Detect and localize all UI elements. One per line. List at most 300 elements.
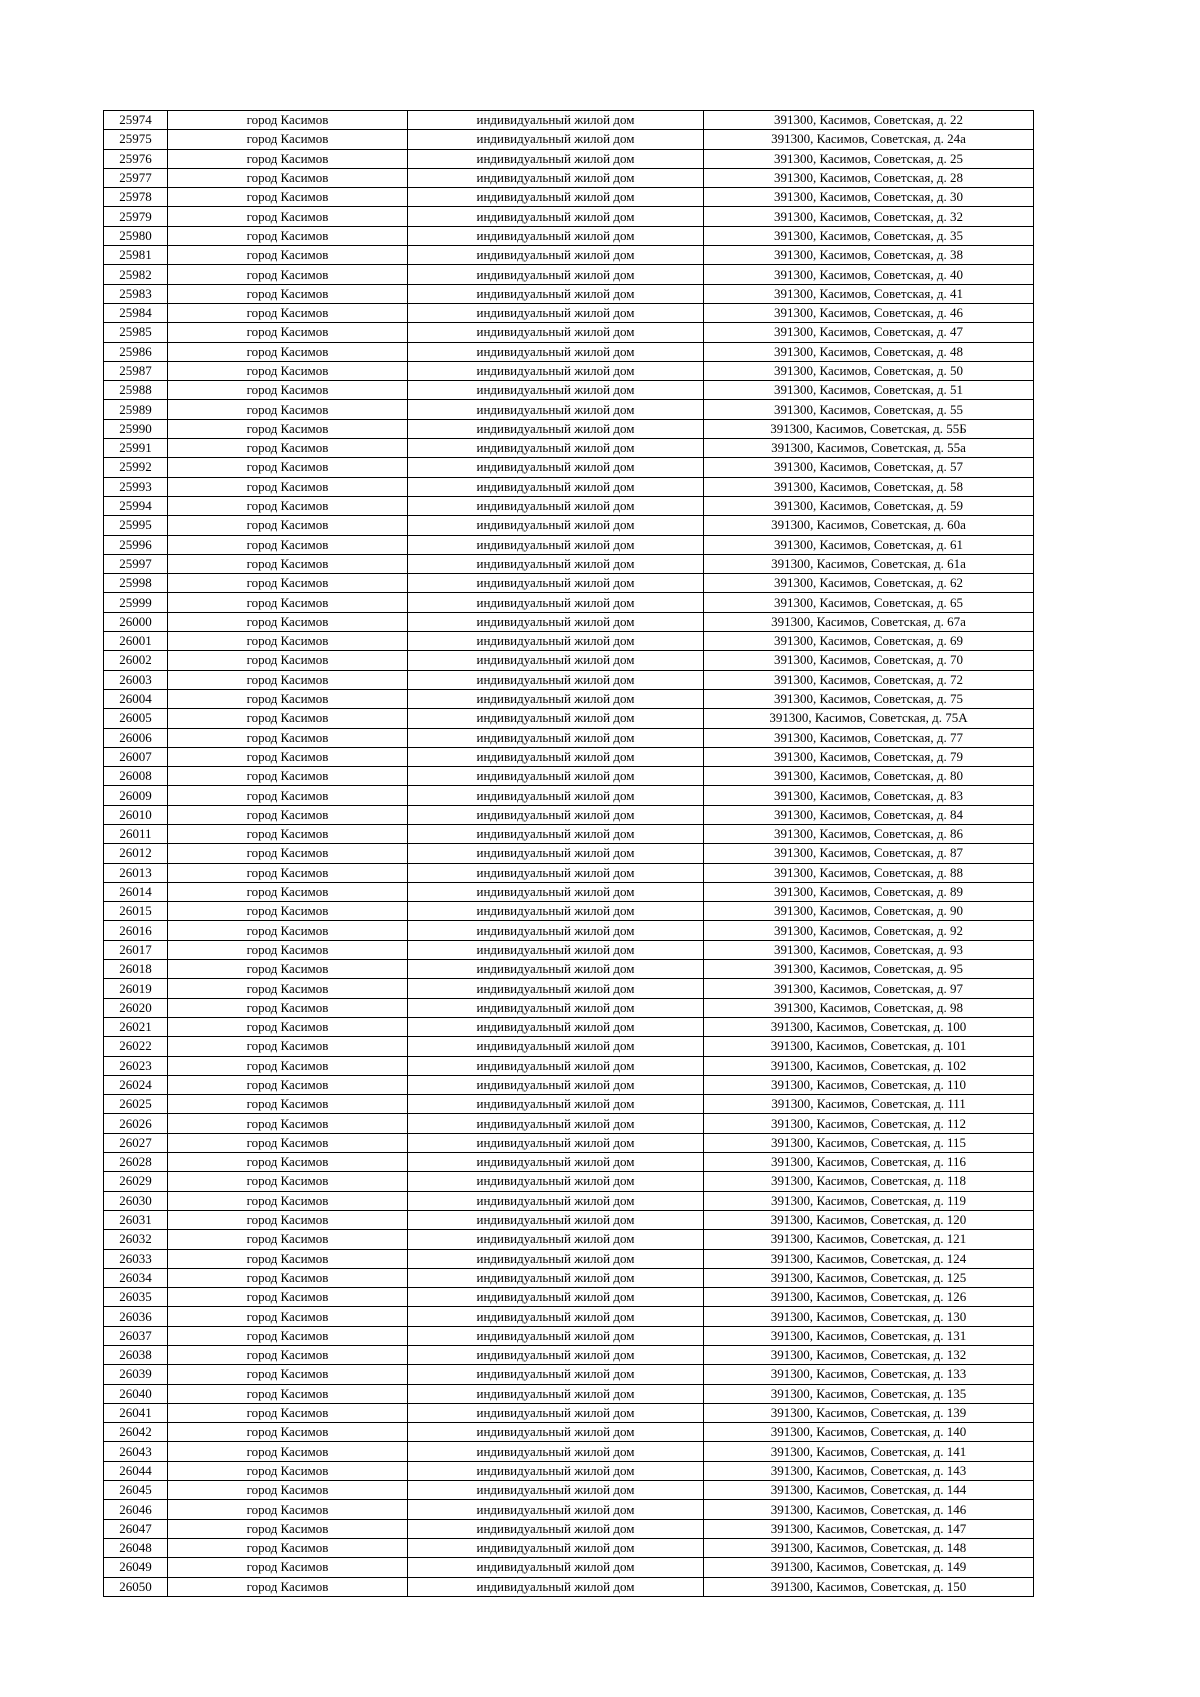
locality-cell: город Касимов [168, 1384, 408, 1403]
locality-cell: город Касимов [168, 130, 408, 149]
address-cell: 391300, Касимов, Советская, д. 146 [704, 1500, 1034, 1519]
table-row [104, 554, 1034, 573]
address-cell: 391300, Касимов, Советская, д. 30 [704, 188, 1034, 207]
address-cell: 391300, Касимов, Советская, д. 69 [704, 632, 1034, 651]
table-row [104, 651, 1034, 670]
locality-cell: город Касимов [168, 1558, 408, 1577]
row-number-cell: 26041 [104, 1403, 168, 1422]
locality-cell: город Касимов [168, 1461, 408, 1480]
locality-cell: город Касимов [168, 1442, 408, 1461]
locality-cell: город Касимов [168, 1538, 408, 1557]
building-type-cell: индивидуальный жилой дом [408, 265, 704, 284]
row-number-cell: 26040 [104, 1384, 168, 1403]
building-type-cell: индивидуальный жилой дом [408, 651, 704, 670]
row-number-cell: 25990 [104, 419, 168, 438]
address-cell: 391300, Касимов, Советская, д. 140 [704, 1423, 1034, 1442]
table-row [104, 535, 1034, 554]
address-cell: 391300, Касимов, Советская, д. 28 [704, 168, 1034, 187]
row-number-cell: 26025 [104, 1095, 168, 1114]
table-row [104, 1133, 1034, 1152]
row-number-cell: 26005 [104, 709, 168, 728]
table-row [104, 1423, 1034, 1442]
building-type-cell: индивидуальный жилой дом [408, 111, 704, 130]
building-type-cell: индивидуальный жилой дом [408, 381, 704, 400]
address-cell: 391300, Касимов, Советская, д. 89 [704, 882, 1034, 901]
building-type-cell: индивидуальный жилой дом [408, 728, 704, 747]
table-row [104, 979, 1034, 998]
row-number-cell: 26038 [104, 1346, 168, 1365]
locality-cell: город Касимов [168, 921, 408, 940]
locality-cell: город Касимов [168, 400, 408, 419]
address-cell: 391300, Касимов, Советская, д. 124 [704, 1249, 1034, 1268]
row-number-cell: 26037 [104, 1326, 168, 1345]
table-row [104, 1056, 1034, 1075]
address-cell: 391300, Касимов, Советская, д. 88 [704, 863, 1034, 882]
row-number-cell: 26012 [104, 844, 168, 863]
registry-table-body [104, 111, 1034, 1597]
table-row [104, 902, 1034, 921]
table-row [104, 805, 1034, 824]
locality-cell: город Касимов [168, 419, 408, 438]
locality-cell: город Касимов [168, 767, 408, 786]
address-cell: 391300, Касимов, Советская, д. 79 [704, 747, 1034, 766]
locality-cell: город Касимов [168, 593, 408, 612]
address-cell: 391300, Касимов, Советская, д. 22 [704, 111, 1034, 130]
building-type-cell: индивидуальный жилой дом [408, 554, 704, 573]
locality-cell: город Касимов [168, 1346, 408, 1365]
row-number-cell: 26022 [104, 1037, 168, 1056]
table-row [104, 709, 1034, 728]
locality-cell: город Касимов [168, 168, 408, 187]
table-row [104, 400, 1034, 419]
row-number-cell: 26020 [104, 998, 168, 1017]
building-type-cell: индивидуальный жилой дом [408, 130, 704, 149]
table-row [104, 593, 1034, 612]
building-type-cell: индивидуальный жилой дом [408, 477, 704, 496]
locality-cell: город Касимов [168, 516, 408, 535]
table-row [104, 632, 1034, 651]
building-type-cell: индивидуальный жилой дом [408, 1519, 704, 1538]
address-cell: 391300, Касимов, Советская, д. 90 [704, 902, 1034, 921]
row-number-cell: 25977 [104, 168, 168, 187]
table-row [104, 458, 1034, 477]
row-number-cell: 26043 [104, 1442, 168, 1461]
address-cell: 391300, Касимов, Советская, д. 47 [704, 323, 1034, 342]
building-type-cell: индивидуальный жилой дом [408, 1307, 704, 1326]
address-cell: 391300, Касимов, Советская, д. 59 [704, 496, 1034, 515]
address-cell: 391300, Касимов, Советская, д. 93 [704, 940, 1034, 959]
locality-cell: город Касимов [168, 902, 408, 921]
locality-cell: город Касимов [168, 1056, 408, 1075]
locality-cell: город Касимов [168, 805, 408, 824]
row-number-cell: 25995 [104, 516, 168, 535]
table-row [104, 767, 1034, 786]
row-number-cell: 26013 [104, 863, 168, 882]
locality-cell: город Касимов [168, 284, 408, 303]
building-type-cell: индивидуальный жилой дом [408, 1442, 704, 1461]
building-type-cell: индивидуальный жилой дом [408, 1133, 704, 1152]
locality-cell: город Касимов [168, 844, 408, 863]
building-type-cell: индивидуальный жилой дом [408, 882, 704, 901]
row-number-cell: 25996 [104, 535, 168, 554]
address-cell: 391300, Касимов, Советская, д. 115 [704, 1133, 1034, 1152]
address-cell: 391300, Касимов, Советская, д. 95 [704, 960, 1034, 979]
address-cell: 391300, Касимов, Советская, д. 65 [704, 593, 1034, 612]
building-type-cell: индивидуальный жилой дом [408, 1172, 704, 1191]
row-number-cell: 26024 [104, 1075, 168, 1094]
locality-cell: город Касимов [168, 361, 408, 380]
building-type-cell: индивидуальный жилой дом [408, 284, 704, 303]
row-number-cell: 26049 [104, 1558, 168, 1577]
locality-cell: город Касимов [168, 709, 408, 728]
row-number-cell: 26035 [104, 1288, 168, 1307]
table-row [104, 1037, 1034, 1056]
building-type-cell: индивидуальный жилой дом [408, 1075, 704, 1094]
locality-cell: город Касимов [168, 747, 408, 766]
building-type-cell: индивидуальный жилой дом [408, 786, 704, 805]
table-row [104, 689, 1034, 708]
building-type-cell: индивидуальный жилой дом [408, 1017, 704, 1036]
building-type-cell: индивидуальный жилой дом [408, 670, 704, 689]
address-cell: 391300, Касимов, Советская, д. 58 [704, 477, 1034, 496]
locality-cell: город Касимов [168, 477, 408, 496]
table-row [104, 1500, 1034, 1519]
address-cell: 391300, Касимов, Советская, д. 92 [704, 921, 1034, 940]
address-cell: 391300, Касимов, Советская, д. 131 [704, 1326, 1034, 1345]
building-type-cell: индивидуальный жилой дом [408, 1056, 704, 1075]
address-cell: 391300, Касимов, Советская, д. 147 [704, 1519, 1034, 1538]
row-number-cell: 25979 [104, 207, 168, 226]
building-type-cell: индивидуальный жилой дом [408, 149, 704, 168]
table-row [104, 265, 1034, 284]
locality-cell: город Касимов [168, 111, 408, 130]
table-row [104, 439, 1034, 458]
address-cell: 391300, Касимов, Советская, д. 111 [704, 1095, 1034, 1114]
row-number-cell: 25983 [104, 284, 168, 303]
row-number-cell: 26029 [104, 1172, 168, 1191]
building-type-cell: индивидуальный жилой дом [408, 342, 704, 361]
row-number-cell: 25974 [104, 111, 168, 130]
address-cell: 391300, Касимов, Советская, д. 112 [704, 1114, 1034, 1133]
address-cell: 391300, Касимов, Советская, д. 51 [704, 381, 1034, 400]
building-type-cell: индивидуальный жилой дом [408, 1153, 704, 1172]
building-type-cell: индивидуальный жилой дом [408, 1384, 704, 1403]
table-row [104, 1365, 1034, 1384]
locality-cell: город Касимов [168, 1500, 408, 1519]
table-row [104, 381, 1034, 400]
locality-cell: город Касимов [168, 1075, 408, 1094]
building-type-cell: индивидуальный жилой дом [408, 496, 704, 515]
address-cell: 391300, Касимов, Советская, д. 119 [704, 1191, 1034, 1210]
locality-cell: город Касимов [168, 1210, 408, 1229]
locality-cell: город Касимов [168, 458, 408, 477]
building-type-cell: индивидуальный жилой дом [408, 921, 704, 940]
table-row [104, 1519, 1034, 1538]
table-row [104, 863, 1034, 882]
building-type-cell: индивидуальный жилой дом [408, 188, 704, 207]
building-type-cell: индивидуальный жилой дом [408, 747, 704, 766]
building-type-cell: индивидуальный жилой дом [408, 1365, 704, 1384]
building-type-cell: индивидуальный жилой дом [408, 709, 704, 728]
building-type-cell: индивидуальный жилой дом [408, 1326, 704, 1345]
address-cell: 391300, Касимов, Советская, д. 67а [704, 612, 1034, 631]
row-number-cell: 26046 [104, 1500, 168, 1519]
building-type-cell: индивидуальный жилой дом [408, 1403, 704, 1422]
building-type-cell: индивидуальный жилой дом [408, 1538, 704, 1557]
address-cell: 391300, Касимов, Советская, д. 100 [704, 1017, 1034, 1036]
row-number-cell: 25984 [104, 303, 168, 322]
address-cell: 391300, Касимов, Советская, д. 139 [704, 1403, 1034, 1422]
table-row [104, 1346, 1034, 1365]
address-cell: 391300, Касимов, Советская, д. 149 [704, 1558, 1034, 1577]
building-type-cell: индивидуальный жилой дом [408, 419, 704, 438]
address-cell: 391300, Касимов, Советская, д. 150 [704, 1577, 1034, 1596]
address-cell: 391300, Касимов, Советская, д. 144 [704, 1481, 1034, 1500]
address-cell: 391300, Касимов, Советская, д. 61 [704, 535, 1034, 554]
locality-cell: город Касимов [168, 535, 408, 554]
locality-cell: город Касимов [168, 574, 408, 593]
table-row [104, 246, 1034, 265]
row-number-cell: 26030 [104, 1191, 168, 1210]
locality-cell: город Касимов [168, 1191, 408, 1210]
address-cell: 391300, Касимов, Советская, д. 32 [704, 207, 1034, 226]
locality-cell: город Касимов [168, 303, 408, 322]
address-cell: 391300, Касимов, Советская, д. 148 [704, 1538, 1034, 1557]
row-number-cell: 25999 [104, 593, 168, 612]
address-cell: 391300, Касимов, Советская, д. 25 [704, 149, 1034, 168]
locality-cell: город Касимов [168, 265, 408, 284]
table-row [104, 1577, 1034, 1596]
row-number-cell: 25975 [104, 130, 168, 149]
address-cell: 391300, Касимов, Советская, д. 116 [704, 1153, 1034, 1172]
table-row [104, 284, 1034, 303]
table-row [104, 747, 1034, 766]
table-row [104, 342, 1034, 361]
address-cell: 391300, Касимов, Советская, д. 38 [704, 246, 1034, 265]
address-cell: 391300, Касимов, Советская, д. 130 [704, 1307, 1034, 1326]
locality-cell: город Касимов [168, 651, 408, 670]
locality-cell: город Касимов [168, 863, 408, 882]
locality-cell: город Касимов [168, 439, 408, 458]
address-cell: 391300, Касимов, Советская, д. 102 [704, 1056, 1034, 1075]
row-number-cell: 25980 [104, 226, 168, 245]
locality-cell: город Касимов [168, 1481, 408, 1500]
building-type-cell: индивидуальный жилой дом [408, 246, 704, 265]
locality-cell: город Касимов [168, 728, 408, 747]
row-number-cell: 25997 [104, 554, 168, 573]
address-cell: 391300, Касимов, Советская, д. 141 [704, 1442, 1034, 1461]
locality-cell: город Касимов [168, 246, 408, 265]
table-row [104, 1288, 1034, 1307]
address-cell: 391300, Касимов, Советская, д. 48 [704, 342, 1034, 361]
address-cell: 391300, Касимов, Советская, д. 24а [704, 130, 1034, 149]
row-number-cell: 26001 [104, 632, 168, 651]
row-number-cell: 25992 [104, 458, 168, 477]
locality-cell: город Касимов [168, 1519, 408, 1538]
building-type-cell: индивидуальный жилой дом [408, 323, 704, 342]
table-row [104, 844, 1034, 863]
locality-cell: город Касимов [168, 689, 408, 708]
locality-cell: город Касимов [168, 496, 408, 515]
address-cell: 391300, Касимов, Советская, д. 86 [704, 824, 1034, 843]
row-number-cell: 26050 [104, 1577, 168, 1596]
address-cell: 391300, Касимов, Советская, д. 126 [704, 1288, 1034, 1307]
address-cell: 391300, Касимов, Советская, д. 87 [704, 844, 1034, 863]
building-type-cell: индивидуальный жилой дом [408, 632, 704, 651]
building-type-cell: индивидуальный жилой дом [408, 168, 704, 187]
table-row [104, 1210, 1034, 1229]
table-row [104, 1558, 1034, 1577]
locality-cell: город Касимов [168, 226, 408, 245]
table-row [104, 1442, 1034, 1461]
locality-cell: город Касимов [168, 1230, 408, 1249]
row-number-cell: 26009 [104, 786, 168, 805]
building-type-cell: индивидуальный жилой дом [408, 1423, 704, 1442]
row-number-cell: 26006 [104, 728, 168, 747]
row-number-cell: 26000 [104, 612, 168, 631]
locality-cell: город Касимов [168, 149, 408, 168]
row-number-cell: 26034 [104, 1268, 168, 1287]
address-cell: 391300, Касимов, Советская, д. 55Б [704, 419, 1034, 438]
row-number-cell: 25994 [104, 496, 168, 515]
registry-table [103, 110, 1034, 1597]
table-row [104, 496, 1034, 515]
table-row [104, 921, 1034, 940]
row-number-cell: 26033 [104, 1249, 168, 1268]
address-cell: 391300, Касимов, Советская, д. 133 [704, 1365, 1034, 1384]
address-cell: 391300, Касимов, Советская, д. 98 [704, 998, 1034, 1017]
table-row [104, 1481, 1034, 1500]
table-row [104, 111, 1034, 130]
address-cell: 391300, Касимов, Советская, д. 70 [704, 651, 1034, 670]
locality-cell: город Касимов [168, 342, 408, 361]
table-row [104, 1326, 1034, 1345]
table-row [104, 670, 1034, 689]
table-row [104, 1230, 1034, 1249]
building-type-cell: индивидуальный жилой дом [408, 535, 704, 554]
building-type-cell: индивидуальный жилой дом [408, 1249, 704, 1268]
row-number-cell: 26015 [104, 902, 168, 921]
table-row [104, 1153, 1034, 1172]
building-type-cell: индивидуальный жилой дом [408, 902, 704, 921]
row-number-cell: 26002 [104, 651, 168, 670]
locality-cell: город Касимов [168, 786, 408, 805]
address-cell: 391300, Касимов, Советская, д. 40 [704, 265, 1034, 284]
address-cell: 391300, Касимов, Советская, д. 77 [704, 728, 1034, 747]
address-cell: 391300, Касимов, Советская, д. 110 [704, 1075, 1034, 1094]
building-type-cell: индивидуальный жилой дом [408, 998, 704, 1017]
locality-cell: город Касимов [168, 1326, 408, 1345]
building-type-cell: индивидуальный жилой дом [408, 303, 704, 322]
row-number-cell: 25978 [104, 188, 168, 207]
address-cell: 391300, Касимов, Советская, д. 101 [704, 1037, 1034, 1056]
locality-cell: город Касимов [168, 554, 408, 573]
building-type-cell: индивидуальный жилой дом [408, 593, 704, 612]
building-type-cell: индивидуальный жилой дом [408, 574, 704, 593]
building-type-cell: индивидуальный жилой дом [408, 824, 704, 843]
row-number-cell: 26048 [104, 1538, 168, 1557]
table-row [104, 477, 1034, 496]
table-row [104, 419, 1034, 438]
row-number-cell: 26003 [104, 670, 168, 689]
table-row [104, 1307, 1034, 1326]
row-number-cell: 26004 [104, 689, 168, 708]
address-cell: 391300, Касимов, Советская, д. 35 [704, 226, 1034, 245]
table-row [104, 188, 1034, 207]
locality-cell: город Касимов [168, 1288, 408, 1307]
table-row [104, 824, 1034, 843]
address-cell: 391300, Касимов, Советская, д. 84 [704, 805, 1034, 824]
locality-cell: город Касимов [168, 1095, 408, 1114]
building-type-cell: индивидуальный жилой дом [408, 1268, 704, 1287]
building-type-cell: индивидуальный жилой дом [408, 1037, 704, 1056]
building-type-cell: индивидуальный жилой дом [408, 1288, 704, 1307]
table-row [104, 516, 1034, 535]
locality-cell: город Касимов [168, 612, 408, 631]
address-cell: 391300, Касимов, Советская, д. 72 [704, 670, 1034, 689]
row-number-cell: 26031 [104, 1210, 168, 1229]
building-type-cell: индивидуальный жилой дом [408, 400, 704, 419]
table-row [104, 207, 1034, 226]
building-type-cell: индивидуальный жилой дом [408, 1191, 704, 1210]
address-cell: 391300, Касимов, Советская, д. 60а [704, 516, 1034, 535]
address-cell: 391300, Касимов, Советская, д. 57 [704, 458, 1034, 477]
row-number-cell: 26019 [104, 979, 168, 998]
table-row [104, 361, 1034, 380]
locality-cell: город Касимов [168, 670, 408, 689]
address-cell: 391300, Касимов, Советская, д. 75А [704, 709, 1034, 728]
table-row [104, 1017, 1034, 1036]
table-row [104, 130, 1034, 149]
locality-cell: город Касимов [168, 632, 408, 651]
table-row [104, 1075, 1034, 1094]
address-cell: 391300, Касимов, Советская, д. 62 [704, 574, 1034, 593]
building-type-cell: индивидуальный жилой дом [408, 979, 704, 998]
row-number-cell: 26011 [104, 824, 168, 843]
address-cell: 391300, Касимов, Советская, д. 120 [704, 1210, 1034, 1229]
table-row [104, 1249, 1034, 1268]
locality-cell: город Касимов [168, 940, 408, 959]
row-number-cell: 26042 [104, 1423, 168, 1442]
table-row [104, 728, 1034, 747]
table-row [104, 1095, 1034, 1114]
row-number-cell: 25982 [104, 265, 168, 284]
table-row [104, 1538, 1034, 1557]
locality-cell: город Касимов [168, 381, 408, 400]
building-type-cell: индивидуальный жилой дом [408, 226, 704, 245]
locality-cell: город Касимов [168, 1037, 408, 1056]
table-row [104, 940, 1034, 959]
table-row [104, 786, 1034, 805]
row-number-cell: 25988 [104, 381, 168, 400]
building-type-cell: индивидуальный жилой дом [408, 940, 704, 959]
building-type-cell: индивидуальный жилой дом [408, 516, 704, 535]
locality-cell: город Касимов [168, 1017, 408, 1036]
table-row [104, 226, 1034, 245]
row-number-cell: 26023 [104, 1056, 168, 1075]
address-cell: 391300, Касимов, Советская, д. 61а [704, 554, 1034, 573]
building-type-cell: индивидуальный жилой дом [408, 1481, 704, 1500]
locality-cell: город Касимов [168, 1307, 408, 1326]
table-row [104, 149, 1034, 168]
row-number-cell: 26044 [104, 1461, 168, 1480]
row-number-cell: 26017 [104, 940, 168, 959]
locality-cell: город Касимов [168, 1365, 408, 1384]
table-row [104, 612, 1034, 631]
building-type-cell: индивидуальный жилой дом [408, 689, 704, 708]
row-number-cell: 25985 [104, 323, 168, 342]
table-row [104, 323, 1034, 342]
